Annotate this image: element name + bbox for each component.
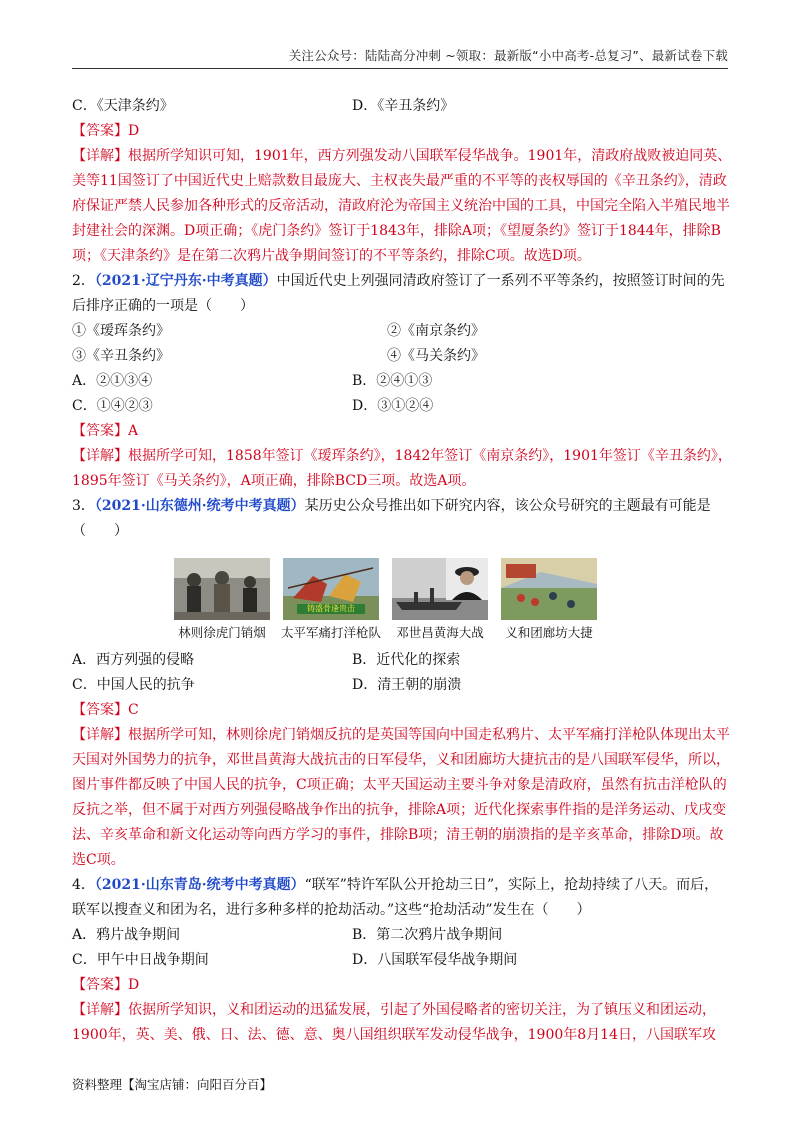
q2-item-2: ②《南京条约》: [387, 323, 485, 339]
header-divider: [72, 68, 728, 69]
boxer-battle-painting: [501, 558, 597, 620]
q2-option-c: C．①④②③: [72, 398, 153, 414]
q1-option-c: C．《天津条约》: [72, 98, 174, 114]
q4-option-d: D．八国联军侵华战争期间: [352, 952, 518, 968]
q3-picture-2-banner: 铸盛骨逢贵击: [307, 604, 355, 613]
q4-detail-text: 依据所学知识，义和团运动的迅猛发展，引起了外国侵略者的密切关注，为了镇压义和团运动，1900年，英、美、俄、日、法、德、意、奥八国组织联军发动侵华战争，1900年8月14日，八国联军攻: [72, 1002, 716, 1043]
q4-stem-text: “联军”特许军队公开抢劫三日”，实际上，抢劫持续了八天。而后，联军以搜查义和团为名，进行多种多样的抢劫活动。”这些“抢劫活动”发生在（ ）: [72, 877, 719, 918]
q3-options-row1: [72, 648, 732, 673]
page-header: 关注公众号：陆陆高分冲刺 ~领取：最新版“小中高考-总复习”、最新试卷下载: [288, 48, 728, 63]
q2-answer: 【答案】A: [72, 423, 139, 439]
q2-stem-text: 中国近代史上列强同清政府签订了一系列不平等条约，按照签订时间的先后排序正确的一项是（ ）: [72, 273, 725, 314]
q2-items-row1: [72, 319, 732, 344]
q4-options-row1: [72, 923, 732, 948]
q1-options: [72, 94, 732, 119]
q4-detail: [72, 998, 732, 1048]
q3-picture-3: [392, 558, 488, 642]
q3-option-b: B．近代化的探索: [352, 652, 461, 668]
q2-item-4: ④《马关条约》: [387, 348, 485, 364]
q4-options-row2: [72, 948, 732, 973]
q4-option-a: A．鸦片战争期间: [72, 927, 181, 943]
q1-option-d: D．《辛丑条约》: [352, 98, 455, 114]
q3-option-a: A．西方列强的侵略: [72, 652, 195, 668]
q3-stem-text: 某历史公众号推出如下研究内容，该公众号研究的主题最有可能是（ ）: [72, 498, 711, 539]
q2-option-d: D．③①②④: [352, 398, 434, 414]
q3-detail-label: 【详解】: [72, 727, 128, 743]
q3-stem: [72, 494, 732, 544]
q3-picture-2: [280, 558, 381, 642]
q3-picture-1: [174, 558, 270, 642]
q4-option-b: B．第二次鸦片战争期间: [352, 927, 503, 943]
taiping-battle-painting: [283, 558, 379, 620]
q3-detail-text: 根据所学可知，林则徐虎门销烟反抗的是英国等国向中国走私鸦片、太平军痛打洋枪队体现出太平天国对外国势力的抗争，邓世昌黄海大战抗击的日军侵华，义和团廊坊大捷抗击的是八国联军侵华，所以，图片事件都反映了中国人民的抗争，C项正确；太平天国运动主要斗争对象是清政府，虽然有抗击洋枪队的反抗之举，但不属于对西方列强侵略战争作出的抗争，排除A项；近代化探索事件指的是洋务运动、戊戌变法、辛亥革命和新文化运动等向西方学习的事件，排除B项；清王朝的崩溃指的是辛亥革命，排除D项。故选C项。: [72, 727, 730, 868]
q3-number: 3．: [72, 498, 95, 514]
q4-option-c: C．甲午中日战争期间: [72, 952, 209, 968]
q3-source: （2021·山东德州·统考中考真题）: [94, 498, 305, 514]
page-footer: 资料整理【淘宝店铺：向阳百分百】: [72, 1077, 273, 1092]
q2-items-row2: [72, 344, 732, 369]
q1-detail-text: 根据所学知识可知，1901年，西方列强发动八国联军侵华战争。1901年，清政府战败被迫同英、美等11国签订了中国近代史上赔款数目最庞大、主权丧失最严重的不平等的丧权辱国的《辛丑条约》，清政府保证严禁人民参加各种形式的反帝活动，清政府沦为帝国主义统治中国的工具，中国完全陷入半殖民地半封建社会的深渊。D项正确；《虎门条约》签订于1843年，排除A项；《望厦条约》签订于1844年，排除B项；《天津条约》是在第二次鸦片战争期间签订的不平等条约，排除C项。故选D项。: [72, 148, 732, 264]
q4-source: （2021·山东青岛·统考中考真题）: [94, 877, 305, 893]
q1-answer: 【答案】D: [72, 123, 140, 139]
document-body: [72, 94, 732, 1048]
q1-detail-label: 【详解】: [72, 148, 128, 164]
q3-option-d: D．清王朝的崩溃: [352, 677, 462, 693]
q1-detail: [72, 144, 732, 269]
q2-options-row2: [72, 394, 732, 419]
q3-picture-4: [501, 558, 597, 642]
q2-source: （2021·辽宁丹东·中考真题）: [94, 273, 277, 289]
q2-options-row1: [72, 369, 732, 394]
q3-options-row2: [72, 673, 732, 698]
q2-option-a: A．②①③④: [72, 373, 153, 389]
q4-detail-label: 【详解】: [72, 1002, 128, 1018]
q2-option-b: B．②④①③: [352, 373, 433, 389]
q3-caption-4: 义和团廊坊大捷: [505, 625, 593, 640]
q3-image-strip: [174, 558, 732, 642]
q3-caption-3: 邓世昌黄海大战: [396, 625, 484, 640]
q3-caption-1: 林则徐虎门销烟: [178, 625, 266, 640]
q2-detail-text: 根据所学可知，1858年签订《瑷珲条约》，1842年签订《南京条约》，1901年签订《辛丑条约》，1895年签订《马关条约》，A项正确，排除BCD三项。故选A项。: [72, 448, 732, 489]
q2-item-1: ①《瑷珲条约》: [72, 323, 170, 339]
q2-item-3: ③《辛丑条约》: [72, 348, 170, 364]
q2-number: 2．: [72, 273, 95, 289]
q2-stem: [72, 269, 732, 319]
q3-option-c: C．中国人民的抗争: [72, 677, 195, 693]
q4-stem: [72, 873, 732, 923]
deng-shichang-photo: [392, 558, 488, 620]
opium-burning-photo: [174, 558, 270, 620]
q2-detail-label: 【详解】: [72, 448, 128, 464]
q4-answer: 【答案】D: [72, 977, 140, 993]
q3-answer: 【答案】C: [72, 702, 139, 718]
q4-number: 4．: [72, 877, 95, 893]
q2-detail: [72, 444, 732, 494]
q3-detail: [72, 723, 732, 873]
q3-caption-2: 太平军痛打洋枪队: [280, 625, 381, 640]
